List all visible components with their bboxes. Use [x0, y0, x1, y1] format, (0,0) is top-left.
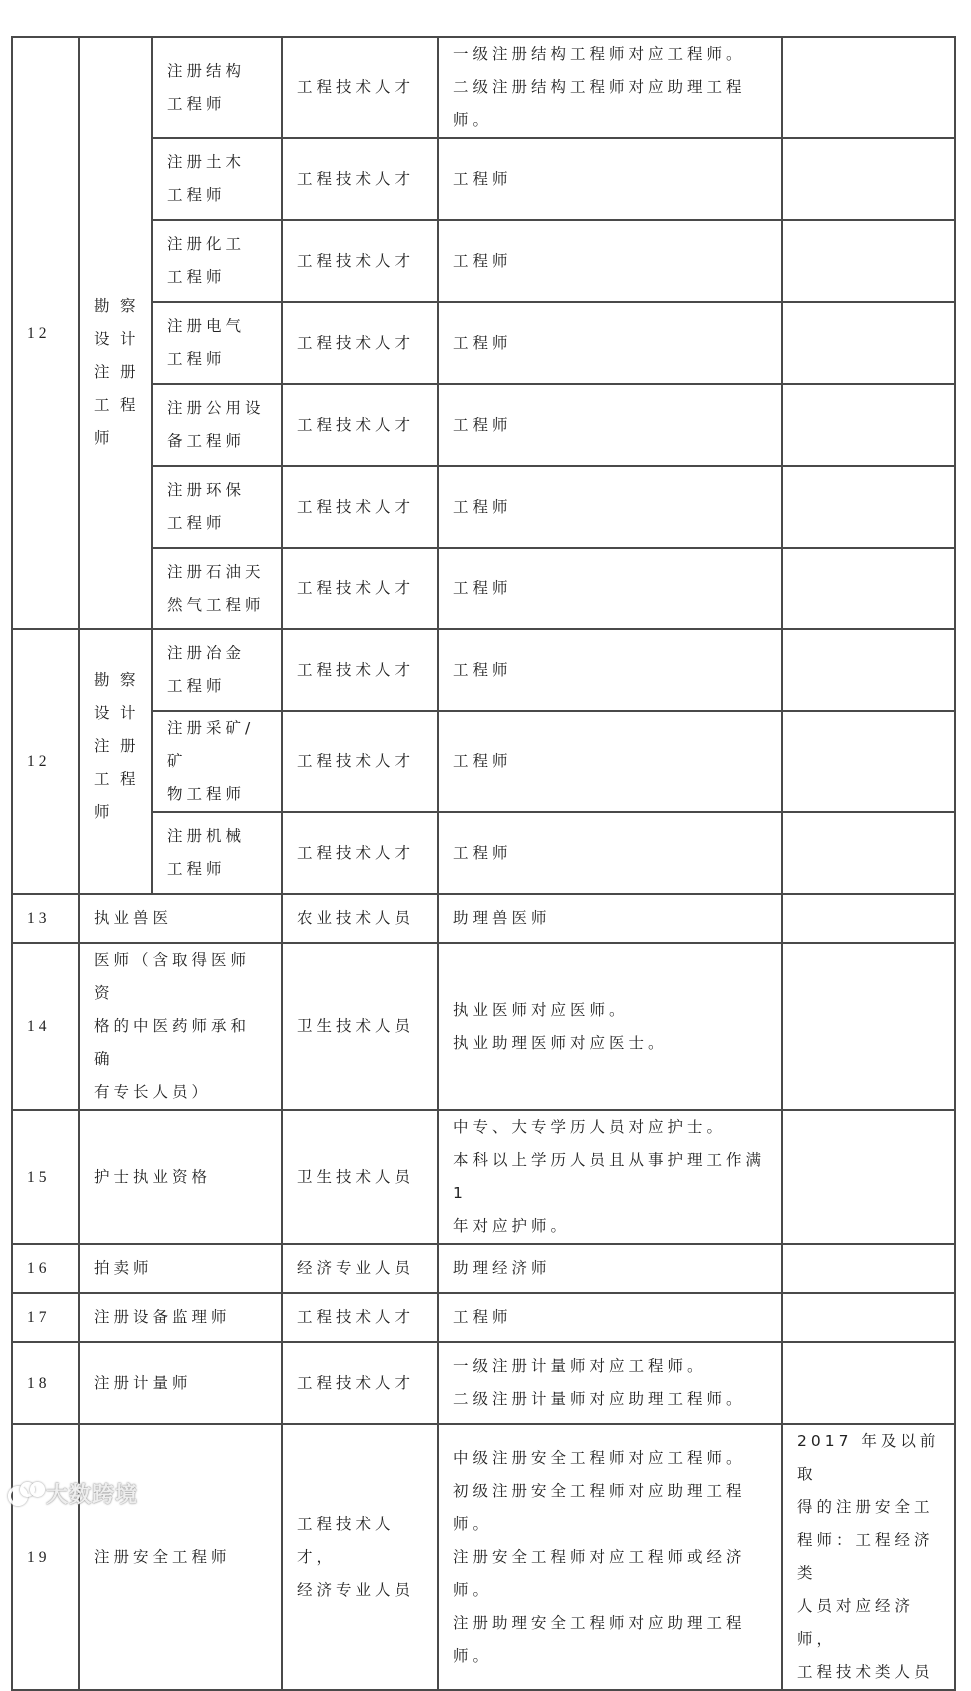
- remark: [782, 548, 955, 629]
- row-number: 13: [12, 894, 79, 943]
- title-series: 卫生技术人员: [282, 943, 438, 1110]
- table-row: [12, 548, 955, 629]
- remark: [782, 1110, 955, 1244]
- qualification-name: 注册安全工程师: [79, 1424, 282, 1690]
- row-number: 14: [12, 943, 79, 1110]
- title-level: 工程师: [438, 220, 782, 302]
- qualification-mapping-table: [11, 36, 956, 1691]
- title-series: 工程技术人才， 经济专业人员: [282, 1424, 438, 1690]
- row-number: 19: [12, 1424, 79, 1690]
- title-series: 工程技术人才: [282, 37, 438, 138]
- category-char: 计: [120, 329, 140, 348]
- remark: [782, 943, 955, 1110]
- title-series: 经济专业人员: [282, 1244, 438, 1293]
- remark: [782, 1244, 955, 1293]
- category-cell: [79, 37, 152, 629]
- title-level: 中级注册安全工程师对应工程师。 初级注册安全工程师对应助理工程师。 注册安全工程师对应工程师或经济师。 注册助理安全工程师对应助理工程师。: [438, 1424, 782, 1690]
- row-number: 17: [12, 1293, 79, 1342]
- title-series: 工程技术人才: [282, 466, 438, 548]
- qualification-name: 注册结构 工程师: [152, 37, 282, 138]
- table-row: [12, 812, 955, 894]
- category-char: 设: [94, 704, 114, 722]
- title-level: 工程师: [438, 629, 782, 711]
- qualification-name: 注册冶金 工程师: [152, 629, 282, 711]
- watermark: [8, 1478, 138, 1509]
- title-level: 工程师: [438, 711, 782, 812]
- title-series: 工程技术人才: [282, 1293, 438, 1342]
- qualification-name: 注册公用设 备工程师: [152, 384, 282, 466]
- title-level: 执业医师对应医师。 执业助理医师对应医士。: [438, 943, 782, 1110]
- qualification-name: 注册设备监理师: [79, 1293, 282, 1342]
- category-char: 册: [120, 737, 140, 755]
- category-char: 师: [94, 428, 114, 447]
- remark: [782, 1293, 955, 1342]
- category-char: 计: [120, 704, 140, 722]
- table-row: [12, 629, 955, 711]
- title-level: 一级注册结构工程师对应工程师。 二级注册结构工程师对应助理工程师。: [438, 37, 782, 138]
- table-row: [12, 302, 955, 384]
- title-series: 工程技术人才: [282, 1342, 438, 1424]
- row-number: 12: [12, 37, 79, 629]
- remark: [782, 629, 955, 711]
- title-series: 工程技术人才: [282, 138, 438, 220]
- remark: [782, 302, 955, 384]
- title-level: 中专、大专学历人员对应护士。 本科以上学历人员且从事护理工作满 1 年对应护师。: [438, 1110, 782, 1244]
- qualification-name: 护士执业资格: [79, 1110, 282, 1244]
- qualification-name: 注册计量师: [79, 1342, 282, 1424]
- category-char: 勘: [94, 296, 114, 315]
- title-level: 一级注册计量师对应工程师。 二级注册计量师对应助理工程师。: [438, 1342, 782, 1424]
- category-char: 师: [94, 803, 114, 821]
- qualification-name: 注册石油天 然气工程师: [152, 548, 282, 629]
- table-row: [12, 943, 955, 1110]
- watermark-text: 大数跨境: [46, 1483, 139, 1508]
- title-level: 工程师: [438, 384, 782, 466]
- row-number: 12: [12, 629, 79, 894]
- title-level: 工程师: [438, 138, 782, 220]
- qualification-name: 注册化工 工程师: [152, 220, 282, 302]
- title-level: 助理兽医师: [438, 894, 782, 943]
- category-char: 注: [94, 362, 114, 381]
- title-level: 助理经济师: [438, 1244, 782, 1293]
- title-series: 工程技术人才: [282, 384, 438, 466]
- remark: [782, 1342, 955, 1424]
- remark: [782, 711, 955, 812]
- title-series: 工程技术人才: [282, 548, 438, 629]
- row-number: 16: [12, 1244, 79, 1293]
- table-row: [12, 1342, 955, 1424]
- remark: [782, 384, 955, 466]
- table-row: [12, 894, 955, 943]
- category-char: 注: [94, 737, 114, 755]
- title-level: 工程师: [438, 812, 782, 894]
- category-char: 工: [94, 770, 114, 788]
- title-series: 工程技术人才: [282, 711, 438, 812]
- category-char: 程: [120, 770, 140, 788]
- qualification-name: 注册采矿/矿 物工程师: [152, 711, 282, 812]
- category-char: 工: [94, 395, 114, 414]
- category-vertical-text: [94, 664, 138, 829]
- table-row: [12, 1424, 955, 1690]
- title-level: 工程师: [438, 1293, 782, 1342]
- category-char: 勘: [94, 671, 114, 689]
- category-char: 册: [120, 362, 140, 381]
- title-series: 工程技术人才: [282, 302, 438, 384]
- table-row: [12, 1293, 955, 1342]
- category-char: 设: [94, 329, 114, 348]
- table-row: [12, 220, 955, 302]
- qualification-name: 注册机械 工程师: [152, 812, 282, 894]
- remark: [782, 812, 955, 894]
- title-series: 农业技术人员: [282, 894, 438, 943]
- remark: [782, 894, 955, 943]
- qualification-name: 执业兽医: [79, 894, 282, 943]
- category-cell: [79, 629, 152, 894]
- title-level: 工程师: [438, 466, 782, 548]
- title-level: 工程师: [438, 548, 782, 629]
- title-series: 工程技术人才: [282, 220, 438, 302]
- simple-rows: [12, 894, 955, 1690]
- qualification-name: 注册电气 工程师: [152, 302, 282, 384]
- watermark-logo-icon: [8, 1482, 42, 1506]
- remark: [782, 466, 955, 548]
- table-row: [12, 37, 955, 138]
- remark: 2017 年及以前取 得的注册安全工 程师：工程经济类 人员对应经济师， 工程技术类人员: [782, 1424, 955, 1690]
- row-number: 18: [12, 1342, 79, 1424]
- table-row: [12, 1110, 955, 1244]
- title-level: 工程师: [438, 302, 782, 384]
- title-series: 工程技术人才: [282, 629, 438, 711]
- remark: [782, 37, 955, 138]
- title-series: 卫生技术人员: [282, 1110, 438, 1244]
- category-char: 察: [120, 296, 140, 315]
- title-series: 工程技术人才: [282, 812, 438, 894]
- table-row: [12, 711, 955, 812]
- remark: [782, 220, 955, 302]
- remark: [782, 138, 955, 220]
- table-row: [12, 466, 955, 548]
- table-row: [12, 1244, 955, 1293]
- qualification-name: 注册土木 工程师: [152, 138, 282, 220]
- table-row: [12, 138, 955, 220]
- qualification-name: 拍卖师: [79, 1244, 282, 1293]
- qualification-name: 注册环保 工程师: [152, 466, 282, 548]
- qualification-name: 医师（含取得医师资 格的中医药师承和确 有专长人员）: [79, 943, 282, 1110]
- row-number: 15: [12, 1110, 79, 1244]
- table-row: [12, 384, 955, 466]
- category-char: 程: [120, 395, 140, 414]
- category-char: 察: [120, 671, 140, 689]
- category-vertical-text: [94, 290, 138, 455]
